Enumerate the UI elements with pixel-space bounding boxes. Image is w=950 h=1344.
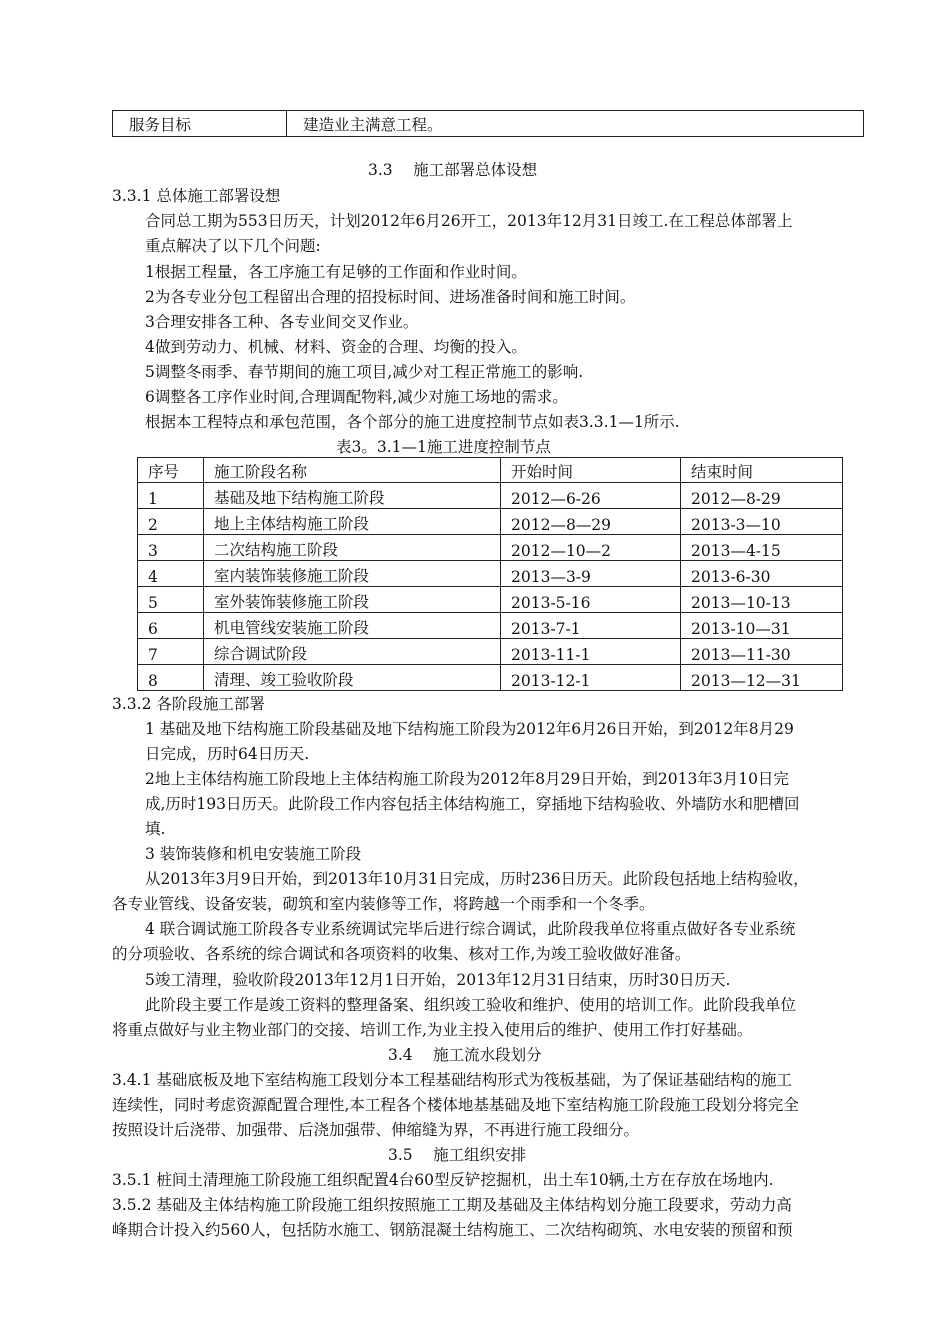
list-item: 6调整各工序作业时间,合理调配物料,减少对施工场地的需求。	[145, 388, 568, 406]
table-row	[113, 111, 864, 137]
paragraph-line: 此阶段主要工作是竣工资料的整理备案、组织竣工验收和维护、使用的培训工作。此阶段我单位	[145, 996, 797, 1014]
paragraph-line: 日完成，历时64日历天.	[145, 745, 310, 763]
service-target-label: 服务目标	[113, 111, 287, 137]
table-cell: 2013—12—31	[681, 665, 843, 691]
paragraph-line: 根据本工程特点和承包范围，各个部分的施工进度控制节点如表3.3.1—1所示.	[145, 413, 680, 431]
paragraph-line: 3.4.1 基础底板及地下室结构施工段划分本工程基础结构形式为筏板基础，为了保证基础结构的施工	[112, 1071, 792, 1089]
paragraph-line: 填.	[145, 820, 166, 838]
table-row	[138, 613, 843, 639]
table-cell: 8	[138, 665, 204, 691]
table-row	[138, 535, 843, 561]
table-cell: 7	[138, 639, 204, 665]
table-cell: 2012—8—29	[501, 509, 681, 535]
table-cell: 2	[138, 509, 204, 535]
table-row	[138, 665, 843, 691]
table-cell: 2013-6-30	[681, 561, 843, 587]
table-cell: 室内装饰装修施工阶段	[204, 561, 501, 587]
table-cell: 2013-3—10	[681, 509, 843, 535]
subsection-heading-3-3-2: 3.3.2 各阶段施工部署	[112, 695, 265, 713]
table-cell: 基础及地下结构施工阶段	[204, 483, 501, 509]
subsection-heading-3-3-1: 3.3.1 总体施工部署设想	[112, 187, 281, 205]
paragraph-line: 合同总工期为553日历天，计划2012年6月26开工，2013年12月31日竣工.在工程总体部署上	[145, 212, 793, 230]
section-heading-3-3: 3.3 施工部署总体设想	[368, 161, 538, 179]
table-cell: 2013-11-1	[501, 639, 681, 665]
table-cell: 机电管线安装施工阶段	[204, 613, 501, 639]
list-item: 4做到劳动力、机械、材料、资金的合理、均衡的投入。	[145, 338, 527, 356]
table-cell: 6	[138, 613, 204, 639]
table-cell: 2013-12-1	[501, 665, 681, 691]
table-cell: 2012—10—2	[501, 535, 681, 561]
table-row	[138, 639, 843, 665]
table-cell: 综合调试阶段	[204, 639, 501, 665]
table-cell: 1	[138, 483, 204, 509]
header-cell: 序号	[138, 458, 204, 483]
table-cell: 2013-7-1	[501, 613, 681, 639]
paragraph-line: 3 装饰装修和机电安装施工阶段	[145, 845, 362, 863]
paragraph-line: 2地上主体结构施工阶段地上主体结构施工阶段为2012年8月29日开始，到2013年3月10日完	[145, 770, 789, 788]
paragraph-line: 成,历时193日历天。此阶段工作内容包括主体结构施工，穿插地下结构验收、外墙防水和肥槽回	[145, 795, 800, 813]
table-cell: 二次结构施工阶段	[204, 535, 501, 561]
table-cell: 5	[138, 587, 204, 613]
table-cell: 清理、竣工验收阶段	[204, 665, 501, 691]
section-heading-3-5: 3.5 施工组织安排	[388, 1146, 527, 1164]
paragraph-line: 连续性，同时考虑资源配置合理性,本工程各个楼体地基基础及地下室结构施工阶段施工段划分将完全	[112, 1096, 799, 1114]
paragraph-line: 将重点做好与业主物业部门的交接、培训工作,为业主投入使用后的维护、使用工作打好基础。	[112, 1021, 753, 1039]
table-cell: 2013-5-16	[501, 587, 681, 613]
table-row	[138, 561, 843, 587]
table-cell: 2012—8-29	[681, 483, 843, 509]
table-row	[138, 483, 843, 509]
table-cell: 2013—11-30	[681, 639, 843, 665]
service-target-value: 建造业主满意工程。	[287, 111, 864, 137]
paragraph-line: 峰期合计投入约560人，包括防水施工、钢筋混凝土结构施工、二次结构砌筑、水电安装的预留和预	[112, 1221, 793, 1239]
header-cell: 开始时间	[501, 458, 681, 483]
paragraph-line: 按照设计后浇带、加强带、后浇加强带、伸缩缝为界，不再进行施工段细分。	[112, 1121, 640, 1139]
header-cell: 施工阶段名称	[204, 458, 501, 483]
table-cell: 室外装饰装修施工阶段	[204, 587, 501, 613]
paragraph-line: 5竣工清理，验收阶段2013年12月1日开始，2013年12月31日结束，历时30日历天.	[145, 971, 731, 989]
table-cell: 4	[138, 561, 204, 587]
section-heading-3-4: 3.4 施工流水段划分	[388, 1046, 542, 1064]
table-cell: 2013—3-9	[501, 561, 681, 587]
paragraph-line: 4 联合调试施工阶段各专业系统调试完毕后进行综合调试，此阶段我单位将重点做好各专业系统	[145, 920, 796, 938]
service-target-table	[112, 110, 864, 137]
paragraph-line: 重点解决了以下几个问题:	[145, 237, 321, 255]
list-item: 1根据工程量，各工序施工有足够的工作面和作业时间。	[145, 263, 527, 281]
table-cell: 2012—6-26	[501, 483, 681, 509]
list-item: 2为各专业分包工程留出合理的招投标时间、进场准备时间和施工时间。	[145, 288, 636, 306]
schedule-table	[137, 457, 843, 691]
header-cell: 结束时间	[681, 458, 843, 483]
table-row	[138, 587, 843, 613]
list-item: 5调整冬雨季、春节期间的施工项目,减少对工程正常施工的影响.	[145, 363, 584, 381]
table-cell: 地上主体结构施工阶段	[204, 509, 501, 535]
list-item: 3合理安排各工种、各专业间交叉作业。	[145, 313, 419, 331]
paragraph-line: 的分项验收、各系统的综合调试和各项资料的收集、核对工作,为竣工验收做好准备。	[112, 945, 691, 963]
paragraph-line: 1 基础及地下结构施工阶段基础及地下结构施工阶段为2012年6月26日开始，到2012年8月29	[145, 720, 794, 738]
table-cell: 2013—10-13	[681, 587, 843, 613]
paragraph-line: 3.5.1 桩间土清理施工阶段施工组织配置4台60型反铲挖掘机，出土车10辆,土方在存放在场地内.	[112, 1171, 774, 1189]
paragraph-line: 从2013年3月9日开始，到2013年10月31日完成，历时236日历天。此阶段包括地上结构验收，	[145, 870, 809, 888]
table-header-row	[138, 458, 843, 483]
table-row	[138, 509, 843, 535]
table-cell: 3	[138, 535, 204, 561]
table-cell: 2013—4-15	[681, 535, 843, 561]
paragraph-line: 3.5.2 基础及主体结构施工阶段施工组织按照施工工期及基础及主体结构划分施工段要求，劳动力高	[112, 1196, 792, 1214]
table-cell: 2013-10—31	[681, 613, 843, 639]
table-caption: 表3。3.1—1施工进度控制节点	[336, 438, 551, 456]
paragraph-line: 各专业管线、设备安装，砌筑和室内装修等工作，将跨越一个雨季和一个冬季。	[112, 895, 655, 913]
